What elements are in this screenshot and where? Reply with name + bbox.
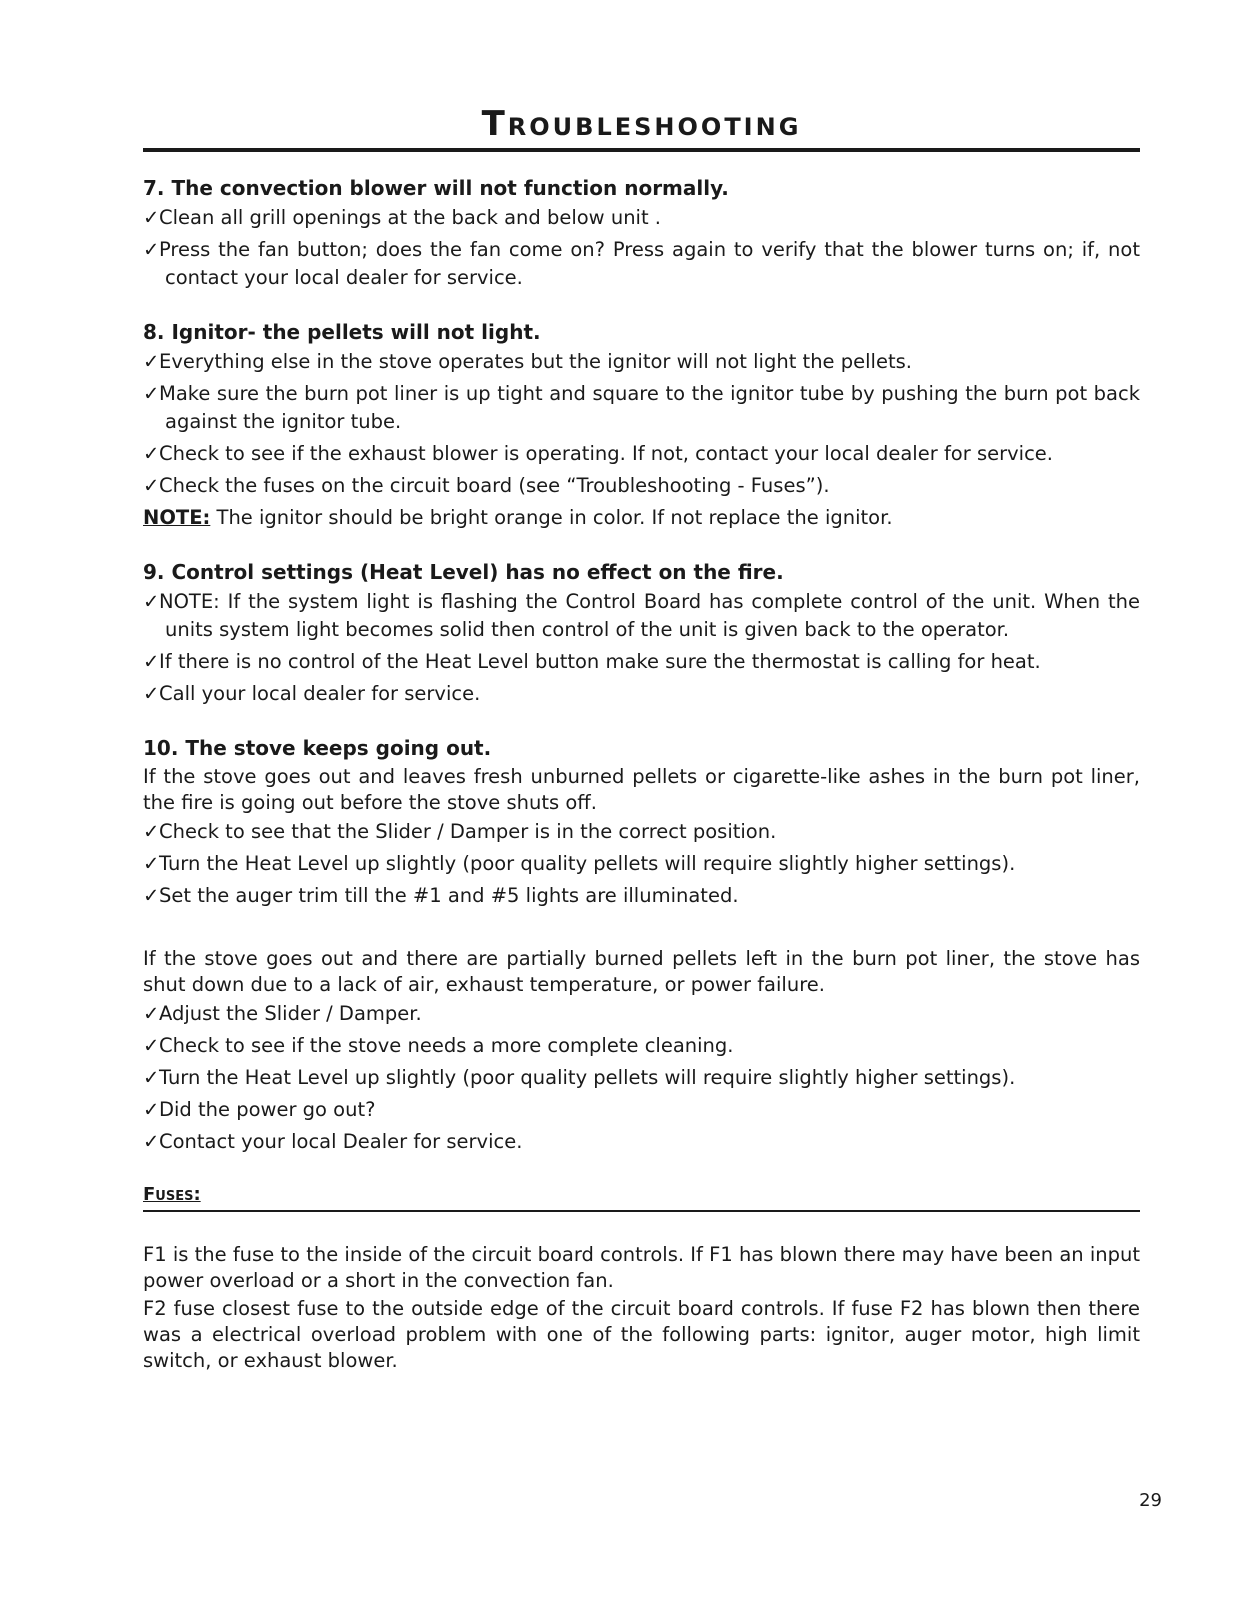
check-item: ✓ Adjust the Slider / Damper.: [143, 1000, 1140, 1028]
paragraph: F1 is the fuse to the inside of the circuit board controls. If F1 has blown there may have been an input power overload or a short in the convection fan.: [143, 1243, 1140, 1292]
section-heading: 10. The stove keeps going out.: [143, 736, 492, 760]
page-content: [143, 100, 1140, 1376]
note-line: [143, 504, 1140, 532]
check-item: ✓ Check to see if the stove needs a more complete cleaning.: [143, 1032, 1140, 1060]
section-10: [143, 734, 1140, 1156]
section-heading: 8. Ignitor- the pellets will not light.: [143, 320, 541, 344]
section-heading: 9. Control settings (Heat Level) has no effect on the fire.: [143, 560, 784, 584]
check-item: ✓ Everything else in the stove operates but the ignitor will not light the pellets.: [143, 348, 1140, 376]
check-item: ✓ Check to see that the Slider / Damper is in the correct position.: [143, 818, 1140, 846]
section-7: [143, 174, 1140, 292]
paragraph: F2 fuse closest fuse to the outside edge of the circuit board controls. If fuse F2 has blown then there was a electrical overload problem with one of the following parts: ignitor, auger motor, high limit switch, or exhaust blower.: [143, 1297, 1140, 1372]
paragraph: If the stove goes out and there are partially burned pellets left in the burn pot liner, the stove has shut down due to a lack of air, exhaust temperature, or power failure.: [143, 947, 1140, 996]
page-title: Troubleshooting: [481, 104, 802, 144]
check-item: ✓ If there is no control of the Heat Level button make sure the thermostat is calling for heat.: [143, 648, 1140, 676]
section-9: [143, 558, 1140, 708]
page-number: 29: [1139, 1490, 1162, 1511]
paragraph: If the stove goes out and leaves fresh unburned pellets or cigarette-like ashes in the burn pot liner, the fire is going out before the stove shuts off.: [143, 765, 1140, 814]
check-item: ✓ Turn the Heat Level up slightly (poor quality pellets will require slightly higher settings).: [143, 850, 1140, 878]
note-label: NOTE:: [143, 506, 211, 529]
check-item: ✓ Check the fuses on the circuit board (see “Troubleshooting - Fuses”).: [143, 472, 1140, 500]
check-item: ✓ Clean all grill openings at the back and below unit .: [143, 204, 1140, 232]
check-item: ✓ Did the power go out?: [143, 1096, 1140, 1124]
check-item: ✓ Press the fan button; does the fan come on? Press again to verify that the blower turns on; if, not contact your local dealer for service.: [143, 236, 1140, 292]
check-item: ✓ NOTE: If the system light is flashing the Control Board has complete control of the unit. When the units system light becomes solid then control of the unit is given back to the operator.: [143, 588, 1140, 644]
fuses-heading: Fuses:: [143, 1182, 1140, 1212]
section-8: [143, 318, 1140, 532]
check-item: ✓ Contact your local Dealer for service.: [143, 1128, 1140, 1156]
title-rule: [143, 148, 1140, 152]
note-text: The ignitor should be bright orange in color. If not replace the ignitor.: [210, 506, 893, 529]
check-item: ✓ Set the auger trim till the #1 and #5 lights are illuminated.: [143, 882, 1140, 910]
check-item: ✓ Call your local dealer for service.: [143, 680, 1140, 708]
check-item: ✓ Turn the Heat Level up slightly (poor quality pellets will require slightly higher settings).: [143, 1064, 1140, 1092]
section-heading: 7. The convection blower will not function normally.: [143, 176, 729, 200]
spacer: [143, 914, 1140, 946]
check-item: ✓ Make sure the burn pot liner is up tight and square to the ignitor tube by pushing the burn pot back against the ignitor tube.: [143, 380, 1140, 436]
check-item: ✓ Check to see if the exhaust blower is operating. If not, contact your local dealer for service.: [143, 440, 1140, 468]
